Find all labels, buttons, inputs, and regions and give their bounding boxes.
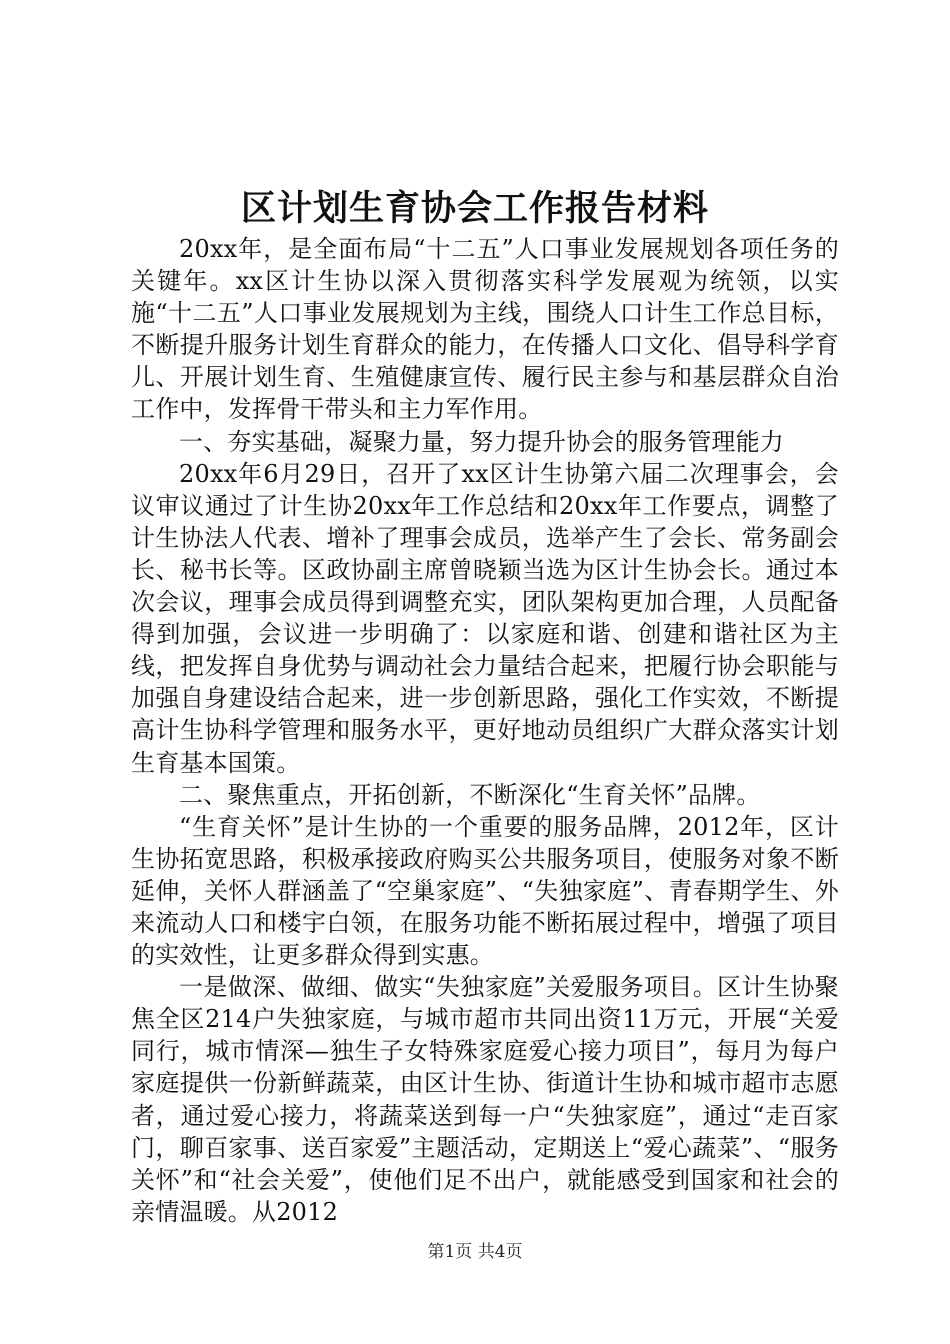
section-heading-1: 一、夯实基础，凝聚力量，努力提升协会的服务管理能力 <box>179 427 784 456</box>
section-heading-2: 二、聚焦重点，开拓创新，不断深化“生育关怀”品牌。 <box>179 780 761 809</box>
section-2-paragraph: “生育关怀”是计生协的一个重要的服务品牌，2012年，区计生协拓宽思路，积极承接政府购买公共服务项目，使服务对象不断延伸，关怀人群涵盖了“空巢家庭”、“失独家庭”、青春期学生、外来流动人口和楼宇白领，在服务功能不断拓展过程中，增强了项目的实效性，让更多群众得到实惠。 <box>131 812 839 970</box>
document-title: 区计划生育协会工作报告材料 <box>240 188 709 229</box>
intro-paragraph: 20xx年，是全面布局“十二五”人口事业发展规划各项任务的关键年。xx区计生协以深入贯彻落实科学发展观为统领，以实施“十二五”人口事业发展规划为主线，围绕人口计生工作总目标，不断提升服务计划生育群众的能力，在传播人口文化、倡导科学育儿、开展计划生育、生殖健康宣传、履行民主参与和基层群众自治工作中，发挥骨干带头和主力军作用。 <box>131 235 839 424</box>
page-number-footer: 第1页 共4页 <box>427 1242 523 1262</box>
section-1-paragraph: 20xx年6月29日，召开了xx区计生协第六届二次理事会，会议审议通过了计生协20xx年工作总结和20xx年工作要点，调整了计生协法人代表、增补了理事会成员，选举产生了会长、常务副会长、秘书长等。区政协副主席曾晓颖当选为区计生协会长。通过本次会议，理事会成员得到调整充实，团队架构更加合理，人员配备得到加强，会议进一步明确了：以家庭和谐、创建和谐社区为主线，把发挥自身优势与调动社会力量结合起来，把履行协会职能与加强自身建设结合起来，进一步创新思路，强化工作实效，不断提高计生协科学管理和服务水平，更好地动员组织广大群众落实计划生育基本国策。 <box>131 459 839 777</box>
document-body <box>131 233 839 1228</box>
section-2-item-1-paragraph: 一是做深、做细、做实“失独家庭”关爱服务项目。区计生协聚焦全区214户失独家庭，与城市超市共同出资11万元，开展“关爱同行，城市情深—独生子女特殊家庭爱心接力项目”，每月为每户家庭提供一份新鲜蔬菜，由区计生协、街道计生协和城市超市志愿者，通过爱心接力，将蔬菜送到每一户“失独家庭”，通过“走百家门，聊百家事、送百家爱”主题活动，定期送上“爱心蔬菜”、“服务关怀”和“社会关爱”，使他们足不出户，就能感受到国家和社会的亲情温暖。从2012 <box>131 973 839 1226</box>
